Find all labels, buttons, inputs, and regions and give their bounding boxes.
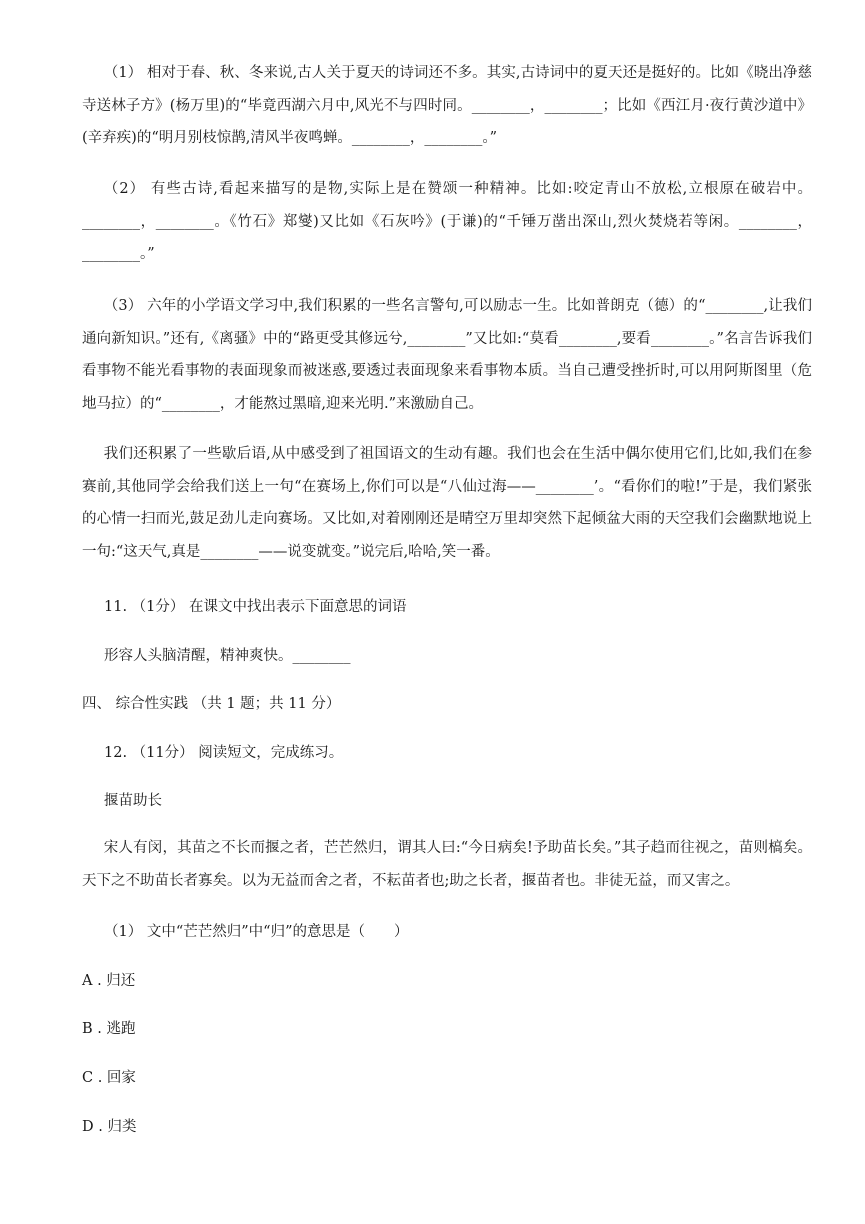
section3-sub2: （2） 有些古诗,看起来描写的是物,实际上是在赞颂一种精神。比如:咬定青山不放松,立根原在破岩中。________，________。《竹石》郑燮)又比如《石灰吟》(于谦)的“千锤万凿出深山,烈火焚烧若等闲。________，________。” (82, 181, 812, 262)
section4-heading: 四、 综合性实践 （共 1 题；共 11 分） (82, 696, 341, 712)
question-12-title: 12. （11分） 阅读短文，完成练习。 (104, 745, 344, 761)
section3-para4: 我们还积累了一些歇后语,从中感受到了祖国语文的生动有趣。我们也会在生活中偶尔使用它们,比如,我们在参赛前,其他同学会给我们送上一句“在赛场上,你们可以是“八仙过海——________’。“看你们的啦!”于是，我们紧张的心情一扫而光,鼓足劲儿走向赛场。又比如,对着刚刚还是晴空万里却突然下起倾盆大雨的天空我们会幽默地说上一句:“这天气,真是________——说变就变。”说完后,哈哈,笑一番。 (82, 446, 812, 560)
question-11-prompt: 形容人头脑清醒，精神爽快。________ (104, 648, 351, 664)
passage-body: 宋人有闵，其苗之不长而揠之者，芒芒然归，谓其人曰:“今日病矣!予助苗长矣。”其子趋而往视之，苗则槁矣。 天下之不助苗长者寡矣。以为无益而舍之者，不耘苗者也;助之长者，揠苗者也。非徒无益，而又害之。 (82, 840, 812, 889)
option-a[interactable]: A . 归还 (82, 973, 136, 989)
option-b[interactable]: B . 逃跑 (82, 1021, 136, 1037)
option-c[interactable]: C . 回家 (82, 1070, 136, 1086)
section3-sub3: （3） 六年的小学语文学习中,我们积累的一些名言警句,可以励志一生。比如普朗克（德）的“________,让我们通向新知识。”还有,《离骚》中的“路更受其修远兮,________”又比如:“莫看________,要看________。”名言告诉我们看事物不能光看事物的表面现象而被迷惑,要透过表面现象来看事物本质。当自己遭受挫折时,可以用阿斯图里（危地马拉）的“________，才能熬过黑暗,迎来光明.”来激励自己。 (82, 298, 812, 412)
passage-title: 揠苗助长 (104, 793, 162, 809)
question-11-title: 11. （1分） 在课文中找出表示下面意思的词语 (104, 599, 407, 615)
question-12-sub1: （1） 文中“芒芒然归”中“归”的意思是（ ） (104, 924, 409, 940)
section3-sub1: （1） 相对于春、秋、冬来说,古人关于夏天的诗词还不多。其实,古诗词中的夏天还是挺好的。比如《晓出净慈寺送林子方》(杨万里)的“毕竟西湖六月中,风光不与四时同。________，________；比如《西江月·夜行黄沙道中》(辛弃疾)的“明月别枝惊鹊,清风半夜鸣蝉。________，________。” (82, 65, 812, 146)
option-d[interactable]: D . 归类 (82, 1119, 137, 1135)
